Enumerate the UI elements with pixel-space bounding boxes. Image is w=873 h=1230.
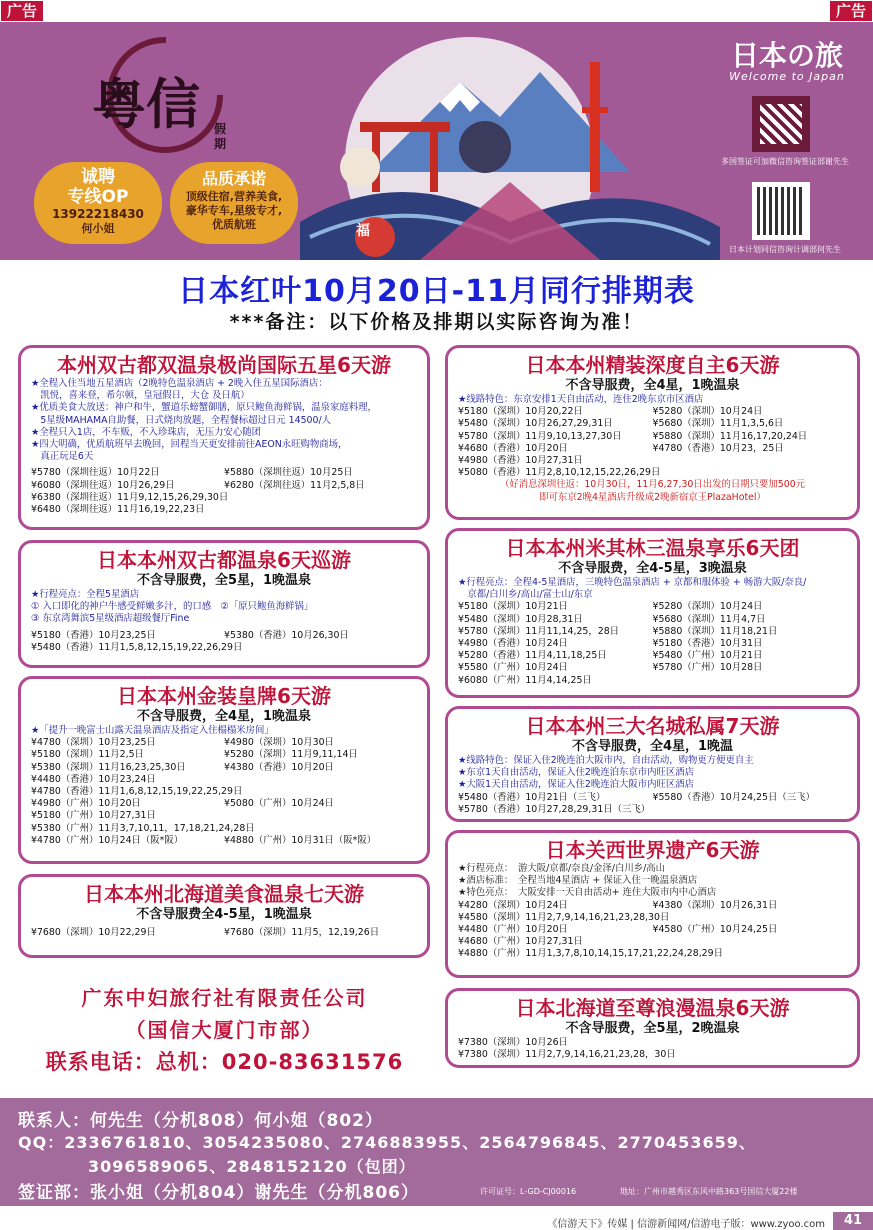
qr-caption-1: 多国签证可加微信咨询签证部谢先生 bbox=[721, 157, 849, 166]
footer-license: 许可证号：L-GD-CJ00016 bbox=[480, 1187, 577, 1196]
price bbox=[653, 948, 848, 960]
price-row bbox=[31, 749, 417, 761]
page-note: ***备注：以下价格及排期以实际咨询为准！ bbox=[229, 311, 644, 333]
company-phone: 联系电话：总机：020-83631576 bbox=[45, 1050, 404, 1074]
tour-line: 5星级MAHAMA自助餐，日式烧肉放题，全程餐标超过日元 14500/人 bbox=[31, 414, 332, 426]
qr-caption-2: 日本计划同信咨询计调部何先生 bbox=[729, 245, 841, 254]
tour-line: 京都/白川乡/高山/富士山/东京 bbox=[458, 589, 593, 601]
price bbox=[653, 455, 848, 467]
qr-code-1 bbox=[752, 96, 810, 152]
price-row bbox=[458, 467, 847, 479]
price-row bbox=[458, 1037, 847, 1049]
contact-footer bbox=[0, 1098, 873, 1206]
price: ¥4780（深圳）10月23,25日 bbox=[31, 737, 156, 749]
tour-lines bbox=[31, 378, 417, 463]
tour-box-left-4 bbox=[18, 874, 430, 958]
tour-title: 日本本州精装深度自主6天游 bbox=[525, 353, 780, 377]
price-row bbox=[31, 737, 417, 749]
tour-box-right-1 bbox=[445, 345, 860, 520]
media-credit: 《信游天下》传媒 | 信游新闻网/信游电子版：www.zyoo.com bbox=[547, 1219, 825, 1230]
price: ¥6080（深圳往返）10月26,29日 bbox=[31, 479, 175, 491]
recruit-title-2: 专线OP bbox=[67, 187, 129, 207]
price: ¥5480（深圳）10月26,27,29,31日 bbox=[458, 418, 613, 430]
recruit-phone: 13922218430 bbox=[52, 207, 144, 221]
price: ¥5680（深圳）11月1,3,5,6日 bbox=[652, 418, 784, 430]
price: ¥5780（深圳）11月11,14,25，28日 bbox=[458, 625, 620, 637]
price-row bbox=[458, 455, 847, 467]
price: ¥5480（香港）10月21日（三飞） bbox=[458, 791, 606, 803]
tour-line: ★全程入住当地五星酒店（2晚特色温泉酒店 + 2晚入住五星国际酒店： bbox=[31, 378, 328, 389]
tour-subtitle: 不含导服费，全4-5星，3晚温泉 bbox=[558, 561, 747, 576]
price-row bbox=[31, 642, 417, 654]
price bbox=[653, 912, 848, 924]
tour-subtitle: 不含导服费，全5星，2晚温泉 bbox=[565, 1021, 740, 1036]
price: ¥5380（香港）10月26,30日 bbox=[224, 629, 349, 641]
tour-line: ★全程只入1店，不车贩，不入珍珠店，无压力安心随团 bbox=[31, 426, 261, 438]
tour-line: ★酒店标准： 全程当地4星酒店 + 保证入住一晚温泉酒店 bbox=[458, 875, 698, 887]
price-row bbox=[31, 786, 417, 798]
tour-subtitle: 不含导服费，全5星，1晚温泉 bbox=[136, 573, 312, 588]
price-row bbox=[458, 431, 847, 443]
price-row bbox=[458, 900, 847, 912]
price-row bbox=[31, 630, 417, 642]
page-number: 41 bbox=[833, 1212, 873, 1230]
price-row bbox=[458, 418, 847, 430]
price-row bbox=[31, 762, 417, 774]
price-row bbox=[458, 675, 847, 687]
price-row bbox=[458, 662, 847, 674]
price: ¥6480（深圳往返）11月16,19,22,23日 bbox=[31, 504, 205, 516]
promise-badge bbox=[170, 162, 298, 244]
price bbox=[224, 492, 417, 504]
footer-qq-2: 3096589065、2848152120（包团） bbox=[88, 1157, 416, 1176]
price: ¥4680（香港）10月20日 bbox=[458, 442, 568, 454]
tour-title: 日本本州北海道美食温泉七天游 bbox=[84, 882, 364, 906]
ad-tag-left: 广告 bbox=[0, 0, 44, 22]
price bbox=[653, 675, 848, 687]
tour-line: ③ 东京湾舞滨5星级酒店超级餐厅Fine bbox=[31, 613, 190, 625]
footer-contact: 联系人：何先生（分机808）何小姐（802） bbox=[18, 1111, 383, 1131]
price: ¥5180（深圳）10月20,22日 bbox=[458, 406, 583, 418]
price-row bbox=[31, 480, 417, 492]
promise-line-2: 豪华专车,星级专才, bbox=[185, 204, 283, 217]
page-title: 日本红叶10月20日-11月同行排期表 bbox=[178, 274, 695, 309]
tour-title: 本州双古都双温泉极尚国际五星6天游 bbox=[57, 353, 391, 377]
price bbox=[224, 642, 417, 654]
price-row bbox=[31, 504, 417, 516]
price-row bbox=[31, 467, 417, 479]
price: ¥5280（香港）11月4,11,18,25日 bbox=[458, 650, 607, 662]
footer-address: 地址：广州市越秀区东风中路363号国信大厦22楼 bbox=[620, 1187, 798, 1196]
price-row bbox=[31, 798, 417, 810]
price: ¥5880（深圳往返）10月25日 bbox=[224, 467, 353, 479]
tour-line: ★大阪1天自由活动，保证入住2晚连泊大阪市内旺区酒店 bbox=[458, 779, 694, 791]
price: ¥5480（深圳）10月28,31日 bbox=[458, 613, 583, 625]
price-row bbox=[458, 601, 847, 613]
qr-code-2 bbox=[752, 182, 810, 240]
price: ¥5780（广州）10月28日 bbox=[652, 662, 763, 674]
price: ¥4780（广州）10月24日（阪*阪） bbox=[31, 834, 184, 846]
price bbox=[224, 823, 417, 835]
price-row bbox=[458, 638, 847, 650]
price: ¥5780（深圳往返）10月22日 bbox=[31, 467, 160, 479]
price: ¥5480（香港）11月1,5,8,12,15,19,22,26,29日 bbox=[31, 641, 243, 653]
tour-title: 日本本州双古都温泉6天巡游 bbox=[97, 548, 351, 572]
price: ¥5280（深圳）10月24日 bbox=[652, 406, 763, 418]
tour-line: ① 入口即化的神户牛感受鲜嫩多汁，的口感 ②「原只鲍鱼海鲜锅」 bbox=[31, 601, 314, 613]
tour-line: ★特色亮点： 大阪安排一天自由活动+ 连住大阪市内中心酒店 bbox=[458, 887, 717, 899]
price: ¥4980（广州）10月20日 bbox=[31, 798, 141, 810]
price: ¥6380（深圳往返）11月9,12,15,26,29,30日 bbox=[31, 491, 229, 503]
price: ¥7380（深圳）10月26日 bbox=[458, 1037, 568, 1048]
tour-line: ★优质美食大放送：神户和牛，蟹道乐螃蟹御膳，原只鲍鱼海鲜锅，温泉家庭料理， bbox=[31, 402, 377, 414]
price-row bbox=[31, 823, 417, 835]
price: ¥5880（深圳）11月16,17,20,24日 bbox=[652, 430, 808, 442]
price: ¥5380（广州）11月3,7,10,11，17,18,21,24,28日 bbox=[31, 822, 255, 834]
price: ¥7680（深圳）11月5，12,19,26日 bbox=[224, 927, 380, 938]
price: ¥4880（广州）11月1,3,7,8,10,14,15,17,21,22,24,28,29日 bbox=[458, 948, 723, 960]
tour-line: 凯悦，喜来登，希尔顿，皇冠假日，大仓 及日航） bbox=[31, 390, 250, 402]
price bbox=[653, 467, 848, 479]
price: ¥4280（深圳）10月24日 bbox=[458, 899, 568, 911]
price-row bbox=[458, 792, 847, 804]
tour-box-right-2 bbox=[445, 528, 860, 698]
header-banner bbox=[0, 22, 873, 260]
tour-subtitle: 不含导服费，全4星，1晚温 bbox=[571, 739, 734, 754]
price bbox=[224, 774, 417, 786]
logo-side-2: 期 bbox=[214, 137, 227, 151]
tour-line: 真正玩足6天 bbox=[31, 451, 94, 463]
price: ¥5880（深圳）11月18,21日 bbox=[652, 625, 778, 637]
price: ¥4380（香港）10月20日 bbox=[224, 761, 334, 773]
price: ¥4580（广州）10月24,25日 bbox=[652, 924, 778, 936]
price: ¥5580（广州）10月24日 bbox=[458, 662, 568, 674]
price-row bbox=[458, 443, 847, 455]
price: ¥5480（广州）10月21日 bbox=[652, 650, 763, 662]
tour-box-left-1 bbox=[18, 345, 430, 530]
price: ¥5180（香港）10月31日 bbox=[652, 638, 763, 650]
price-row bbox=[31, 774, 417, 786]
tour-line: ★线路特色：保证入住2晚连泊大阪市内，自由活动，购物更方便更自主 bbox=[458, 755, 754, 766]
price: ¥5180（广州）10月27,31日 bbox=[31, 810, 156, 822]
price: ¥4380（深圳）10月26,31日 bbox=[652, 899, 778, 911]
price: ¥4980（香港）10月24日 bbox=[458, 638, 568, 650]
price-row bbox=[458, 614, 847, 626]
price: ¥7380（深圳）11月2,7,9,14,16,21,23,28，30日 bbox=[458, 1049, 676, 1061]
price-row bbox=[458, 1049, 847, 1061]
price: ¥5080（广州）10月24日 bbox=[224, 798, 334, 810]
price: ¥5380（深圳）11月16,23,25,30日 bbox=[31, 761, 186, 773]
tour-box-left-3 bbox=[18, 676, 430, 864]
promise-line-3: 优质航班 bbox=[212, 218, 256, 231]
logo-text: 粤信 bbox=[92, 72, 200, 136]
price: ¥5780（深圳）11月9,10,13,27,30日 bbox=[458, 430, 622, 442]
price: ¥7680（深圳）10月22,29日 bbox=[31, 927, 156, 938]
brand-subtitle: Welcome to Japan bbox=[729, 70, 845, 83]
tour-line: ★行程亮点： 游大阪/京都/奈良/金泽/白川乡/高山 bbox=[458, 863, 666, 874]
tour-box-left-2 bbox=[18, 540, 430, 668]
tour-box-right-4 bbox=[445, 830, 860, 978]
price: ¥5080（香港）11月2,8,10,12,15,22,26,29日 bbox=[458, 467, 661, 479]
price: ¥4480（广州）10月20日 bbox=[458, 924, 568, 936]
price bbox=[653, 1037, 848, 1049]
price-row bbox=[458, 948, 847, 960]
price: ¥5180（深圳）11月2,5日 bbox=[31, 749, 144, 761]
price: ¥5180（香港）10月23,25日 bbox=[31, 629, 156, 641]
price-row bbox=[31, 492, 417, 504]
tour-subtitle: 不含导服费，全4星，1晚温泉 bbox=[136, 709, 312, 724]
price-row bbox=[458, 924, 847, 936]
tour-subtitle: 不含导服费全4-5星，1晚温泉 bbox=[136, 907, 312, 922]
footer-qq-1: QQ：2336761810、3054235080、2746883955、2564796845、2770453659、 bbox=[18, 1133, 756, 1152]
price: ¥6280（深圳往返）11月2,5,8日 bbox=[224, 479, 365, 491]
price: ¥4580（深圳）11月2,7,9,14,16,21,23,28,30日 bbox=[458, 911, 670, 923]
tour-box-right-5 bbox=[445, 988, 860, 1068]
price bbox=[653, 1049, 848, 1061]
tour-title: 日本本州金装皇牌6天游 bbox=[117, 684, 331, 708]
tour-title: 日本本州米其林三温泉享乐6天团 bbox=[505, 536, 800, 560]
price-row bbox=[458, 406, 847, 418]
price-row bbox=[31, 810, 417, 822]
price-row bbox=[458, 936, 847, 948]
promise-line-1: 顶级住宿,营养美食, bbox=[185, 190, 283, 203]
price bbox=[224, 504, 417, 516]
recruit-contact: 何小姐 bbox=[81, 222, 115, 235]
price bbox=[224, 786, 417, 798]
price-row bbox=[31, 927, 417, 939]
tour-title: 日本本州三大名城私属7天游 bbox=[525, 714, 780, 738]
tour-line: ★行程亮点：全程4-5星酒店，三晚特色温泉酒店 + 京都和服体验 + 畅游大阪/奈良/ bbox=[458, 577, 807, 588]
price: ¥4480（香港）10月23,24日 bbox=[31, 773, 156, 785]
price-row bbox=[458, 912, 847, 924]
ad-tag-right: 广告 bbox=[829, 0, 873, 22]
tour-line: ★线路特色：东京安排1天自由活动，连住2晚东京市区酒店 bbox=[458, 394, 704, 405]
company-name: 广东中妇旅行社有限责任公司 bbox=[81, 986, 368, 1010]
tour-line: ★行程亮点：全程5星酒店 bbox=[31, 589, 140, 600]
price: ¥6080（广州）11月4,14,25日 bbox=[458, 674, 592, 686]
brand-title: 日本の旅 bbox=[730, 39, 843, 72]
price-row bbox=[458, 650, 847, 662]
price: ¥4780（香港）11月1,6,8,12,15,19,22,25,29日 bbox=[31, 786, 243, 798]
price: ¥4780（香港）10月23，25日 bbox=[652, 442, 784, 454]
price: ¥4680（广州）10月27,31日 bbox=[458, 936, 583, 948]
promo-note: （好消息深圳往返：10月30日，11月6,27,30日出发的日期只要加500元 bbox=[499, 479, 806, 491]
price: ¥4980（深圳）10月30日 bbox=[224, 737, 334, 749]
price bbox=[653, 936, 848, 948]
recruit-badge bbox=[34, 162, 162, 244]
daruma-label: 福 bbox=[356, 223, 370, 239]
price: ¥5680（深圳）11月4,7日 bbox=[652, 613, 766, 625]
promo-note: 即可东京2晚4星酒店升级成2晚新宿京王PlazaHotel） bbox=[539, 491, 766, 503]
price: ¥5280（深圳）10月24日 bbox=[652, 601, 763, 613]
footer-visa: 签证部：张小姐（分机804）谢先生（分机806） bbox=[18, 1183, 419, 1203]
price: ¥4880（广州）10月31日（阪*阪） bbox=[224, 834, 377, 846]
price: ¥5280（深圳）11月9,11,14日 bbox=[224, 749, 358, 761]
tour-line: ★东京1天自由活动，保证入住2晚连泊东京市内旺区酒店 bbox=[458, 767, 694, 779]
tour-line: ★四大明确，优质航班早去晚回，回程当天更安排前往AEON永旺购物商场， bbox=[31, 439, 348, 451]
tour-subtitle: 不含导服费，全4星，1晚温泉 bbox=[565, 378, 740, 393]
price: ¥4980（香港）10月27,31日 bbox=[458, 455, 583, 467]
price bbox=[224, 810, 417, 822]
price: ¥5780（香港）10月27,28,29,31日（三飞） bbox=[458, 803, 651, 815]
promise-title: 品质承诺 bbox=[201, 169, 266, 188]
tour-title: 日本北海道至尊浪漫温泉6天游 bbox=[515, 996, 790, 1020]
recruit-title-1: 诚聘 bbox=[81, 167, 115, 187]
tour-box-right-3 bbox=[445, 706, 860, 822]
bottom-strip bbox=[0, 1212, 873, 1230]
price-row bbox=[31, 835, 417, 847]
price-row bbox=[458, 804, 847, 816]
price: ¥5580（香港）10月24,25日（三飞） bbox=[652, 791, 815, 803]
tour-line: ★「提升一晚富士山露天温泉酒店及指定入住榻榻米房间」 bbox=[31, 725, 274, 736]
price-row bbox=[458, 626, 847, 638]
price: ¥5180（深圳）10月21日 bbox=[458, 601, 568, 613]
tour-title: 日本关西世界遗产6天游 bbox=[545, 838, 760, 862]
price bbox=[653, 804, 848, 816]
logo-side-1: 假 bbox=[214, 122, 227, 136]
company-branch: （国信大厦门市部） bbox=[125, 1018, 324, 1042]
